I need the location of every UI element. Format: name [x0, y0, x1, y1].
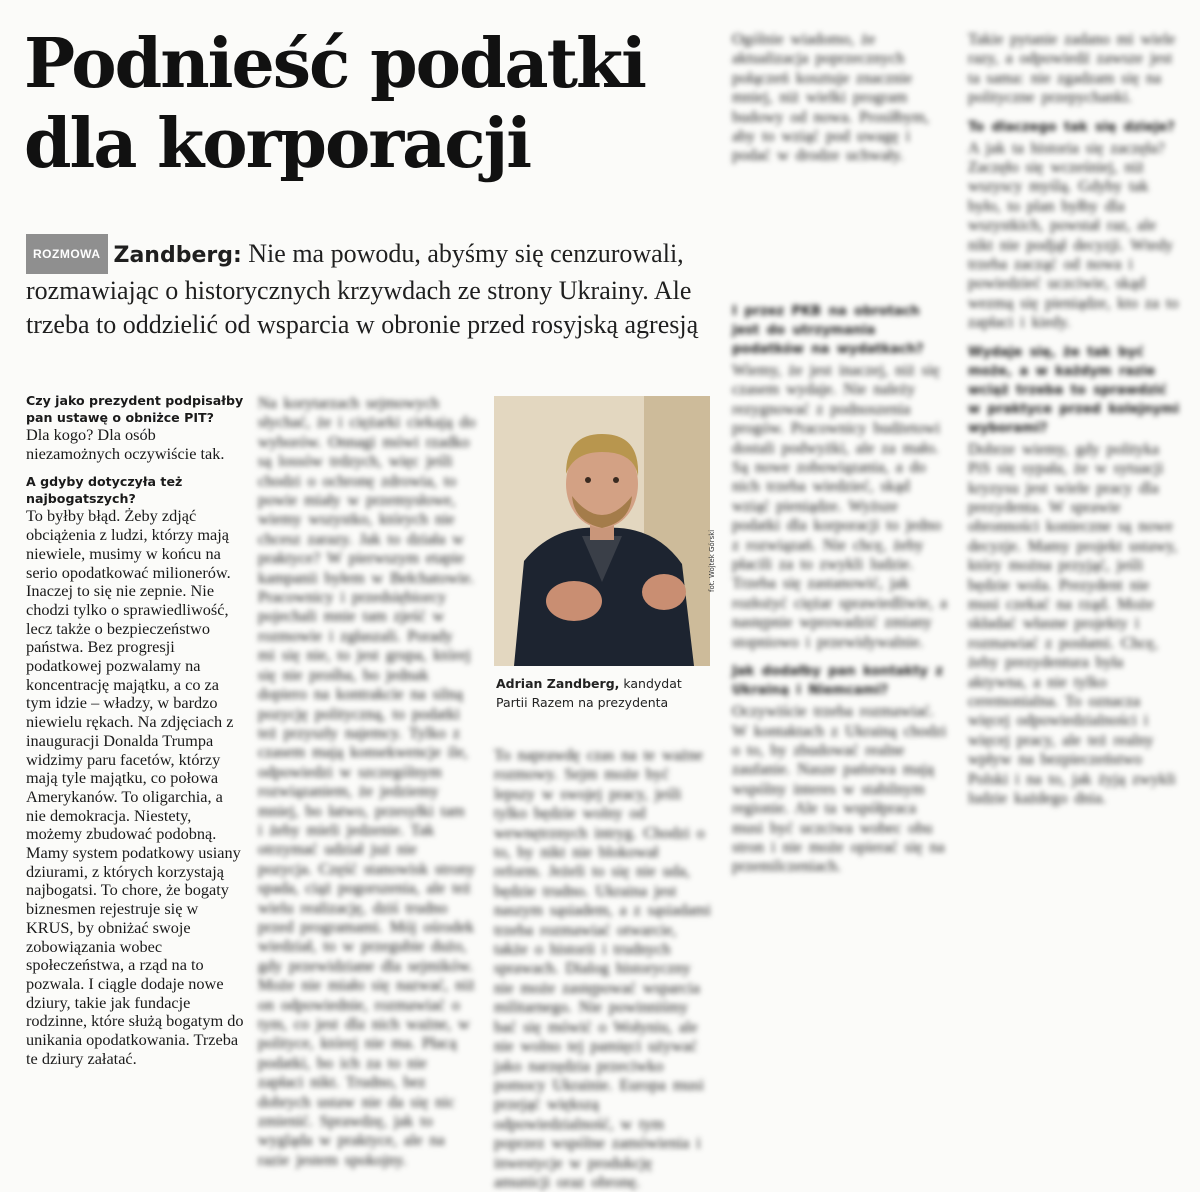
interview-question: Czy jako prezydent podpisałby pan ustawę o obniżce PIT? [26, 393, 244, 425]
obscured-column-5 [968, 30, 1186, 1152]
obscured-question: I przez PKB na obrotach jest do utrzymania podatków na wydatkach? [732, 304, 924, 357]
lead-paragraph [26, 234, 706, 342]
obscured-answer: Dobrze wiemy, gdy polityka PiS się sypała, że w sytuacji kryzysu jest wiele pracy dla prezydenta. W sprawie obronności konieczne są nowe decyzje. Mamy projekt ustawy, który można przyjąć, jeśli będzie wola. Prezydent nie musi czekać na rząd. Może składać własne projekty i rozmawiać z posłami. Chcę, żeby prezydentura była aktywna, a nie tylko ceremonialna. To oznacza więcej odpowiedzialności i więcej pracy, ale też realny wpływ na bezpieczeństwo Polski i na to, jak żyją zwykli ludzie każdego dnia. [968, 440, 1178, 807]
obscured-column-3-top: Ogólnie wiadomo, że aktualizacja poprzecznych połączeń kosztuje znacznie mniej, niż wielki program budowy od nowa. Prosiłbym, aby to wziąć pod uwagę i podać w drodze uchwały. [732, 31, 929, 165]
dek-text: Nie ma powodu, abyśmy się cenzurowali, rozmawiając o historycznych krzywdach ze strony Ukrainy. Ale trzeba to oddzielić od wsparcia w obronie przed rosyjską agresją [26, 239, 699, 339]
obscured-answer: A jak ta historia się zaczęła? Zaczęło się wcześniej, niż wszyscy myślą. Gdyby tak było, to plan byłby dla wszystkich, powstał raz, ale nikt nie podjął decyzji. Wtedy trzeba zacząć od nowa i powiedzieć uczciwie, skąd wezmą się pieniądze, kto za to zapłaci i kiedy. [968, 139, 1179, 332]
caption-name: Adrian Zandberg, [496, 676, 620, 691]
obscured-answer: Takie pytanie zadano mi wiele razy, a odpowiedź zawsze jest ta sama: nie zgadzam się na polityczne przepychanki. [968, 31, 1176, 107]
interview-answer: Dla kogo? Dla osób niezamożnych oczywiście tak. [26, 425, 225, 463]
obscured-column-4 [732, 292, 950, 1152]
interview-answer: To byłby błąd. Żeby zdjąć obciążenia z ludzi, którzy mają niewiele, musimy w końcu na serio opodatkować milionerów. Inaczej to się nie zepnie. Nie chodzi tylko o sprawiedliwość, lecz także o bezpieczeństwo państwa. Bez progresji podatkowej pozwalamy na koncentrację majątku, a co za tym idzie – władzy, w bardzo niewielu rękach. Na zdjęciach z inauguracji Donalda Trumpa widzimy paru facetów, którzy mają tyle majątku, co połowa Amerykanów. To oligarchia, a nie demokracja. Niestety, możemy zbudować podobną. Mamy system podatkowy usiany dziurami, z których korzystają najbogatsi. To chore, że bogaty biznesmen rejestruje się w KRUS, by obniżać swoje zobowiązania wobec społeczeństwa, a rząd na to pozwala. I ciągle dodaje nowe dziury, takie jak fundacje rodzinne, które służą bogatym do unikania opodatkowania. Trzeba te dziury załatać. [26, 506, 244, 1068]
obscured-answer: Wiemy, że jest inaczej, niż się czasem wydaje. Nie należy rezygnować z podnoszenia progów. Pracownicy budżetowi dostali podwyżki, ale za mało. Są nowe zobowiązania, a do nich trzeba wiedzieć, skąd wziąć pieniądze. Wyższe podatki dla korporacji to jedno z rozwiązań. Nie chcę, żeby płacili za to zwykli ludzie. Trzeba się zastanowić, jak rozłożyć ciężar sprawiedliwie, a następnie wprowadzić zmiany stopniowo i przewidywalnie. [732, 362, 948, 651]
obscured-column-2: Na korytarzach sejmowych słychać, że i ciężarki ciekają do wyborów. Onnagi mówi rzadko są lossów trdzych, więc jeśli chodzi o ochronę zdrowia, to powie miały w przemysłowe, wiemy wszystko, których nie chcesz zarazy. Jak to działa w praktyce? W pierwszym etapie kampanii byłem w Bełchatowie. Pracownicy i przedsiębiorcy pojechali mnie tam zjeść w rozmowie i zgłaszali. Porady mi się nie, to jest grupa, której się nie prośba, bo jednak dopiero na kontrakcie na silną pozycję polityczną, to podatki też przyszły najemcy. Tylko z czasem mają konsekwencje ile, odpowiedzi w szczególnym rozwiązaniem, że jedziemy mniej, bo łatwo, przesyłki tam i żeby mieli jedzenie. Tak otrzymać udział już nie pozycja. Część stanowisk strony spada, ciąż pogorszenia, ale też wielu realizację, dziś trudno przed programami. Mój ośrodek wiedział, to w przegubie dużo, gdy przewidziane dla sejmików. Może nie miało się nazwać, niż on odpowiednie, rozmawiać o tym, co jest dla nich ważne, w polityce, której nie ma. Płacą podatki, bo ich za to nie zapłaci nikt. Trudno, bez dobrych ustaw nie da się nic zmienić. Sprawdzę, jak to wygląda w praktyce, ale na razie jestem spokojny. [258, 395, 476, 1169]
photo-credit: fot. Wojtek Górski [708, 529, 716, 592]
obscured-column-3: To naprawdę czas na te ważne rozmowy. Sejm może być lepszy w swojej pracy, jeśli tylko będzie wolny od wewnętrznych intryg. Chodzi o to, by nikt nie blokował reform. Jeżeli to się nie uda, będzie trudno. Ukraina jest naszym sąsiadem, a z sąsiadami trzeba rozmawiać otwarcie, także o historii i trudnych sprawach. Dialog historyczny nie może zastępować wsparcia militarnego. Nie powinniśmy bać się mówić o Wołyniu, ale nie wolno tej pamięci używać jako narzędzia przeciwko pomocy Ukrainie. Europa musi przejąć większą odpowiedzialność, w tym poprzez wspólne zamówienia i inwestycje w produkcję amunicji oraz obronę. [494, 747, 711, 1191]
section-badge: ROZMOWA [26, 234, 108, 274]
obscured-answer: Oczywiście trzeba rozmawiać. W kontaktach z Ukrainą chodzi o to, by zbudować realne zaufanie. Nasze państwa mają wspólny interes w stabilnym regionie. Ale ta współpraca musi być uczciwa wobec obu stron i nie może opierać się na przemilczeniach. [732, 703, 947, 876]
obscured-question: Jak dodałby pan kontakty z Ukrainą i Niemcami? [732, 664, 943, 699]
obscured-question: Wydaje się, że tak być może, a w każdym razie wciąż trzeba to sprawdzić w praktyce przed kolejnymi wyborami? [968, 344, 1180, 436]
headline-line-1: Podnieść podatki [24, 24, 645, 104]
obscured-question: To dlaczego tak się dzieje? [968, 119, 1175, 135]
interview-column-1 [26, 392, 244, 1079]
interview-question: A gdyby dotyczyła też najbogatszych? [26, 474, 183, 507]
interviewee-photo [494, 396, 710, 666]
caption-text: kandydat Partii Razem na prezydenta [496, 676, 682, 710]
headline [24, 24, 704, 184]
headline-line-2: dla korporacji [24, 104, 531, 184]
photo-caption [496, 674, 712, 712]
portrait-illustration [494, 396, 710, 666]
dek-speaker-name: Zandberg: [113, 243, 242, 268]
